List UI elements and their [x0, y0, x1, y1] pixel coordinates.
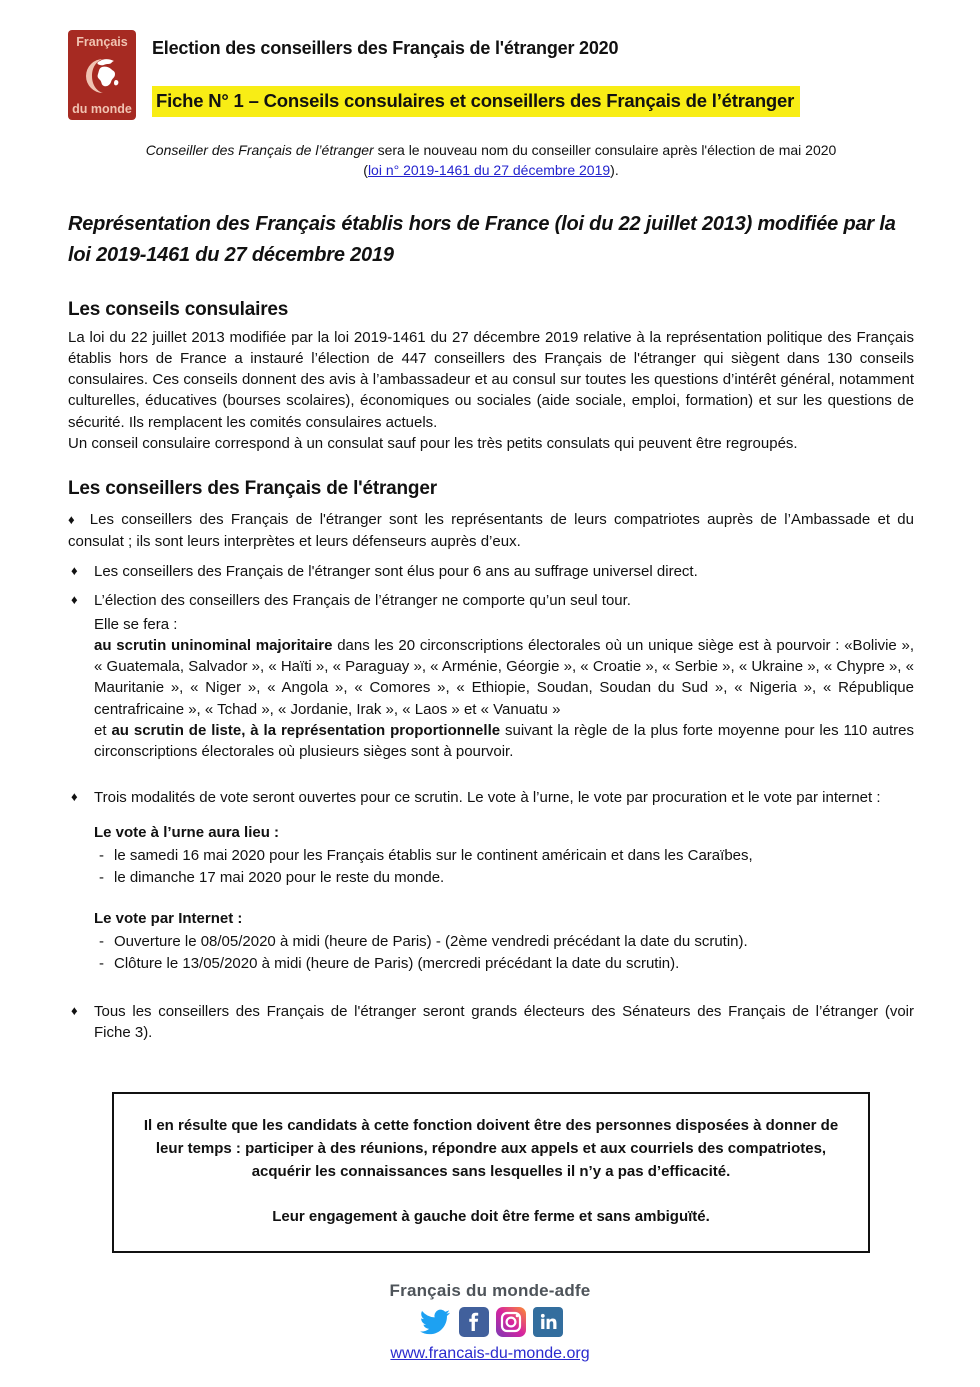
footer: [0, 1281, 980, 1363]
note-box-paragraph-1: Il en résulte que les candidats à cette fonction doivent être des personnes disposées à donner de leur temps : participer à des réunions, répondre aux appels et aux courriels des compatriotes, acquérir les connaissances sans lesquelles il n’y a pas d’efficacité.: [143, 1116, 839, 1181]
twitter-icon[interactable]: [418, 1307, 452, 1337]
internet-subheading: Le vote par Internet :: [94, 910, 243, 928]
elle-se-fera: Elle se fera :: [94, 615, 178, 633]
bullet-grands-electeurs: ♦ Tous les conseillers des Français de l'étranger seront grands électeurs des Sénateurs des Français de l’étranger (voir Fiche 3).: [71, 1002, 914, 1042]
social-links: [0, 1306, 980, 1338]
scrutin-liste-paragraph: et au scrutin de liste, à la représentation proportionnelle suivant la règle de la plus forte moyenne pour les 110 autres circonscriptions électorales où plusieurs sièges sont à pourvoir.: [94, 722, 914, 761]
footer-org-name: Français du monde-adfe: [389, 1281, 591, 1300]
diamond-bullet-icon: ♦: [71, 788, 78, 804]
fiche-highlighted-title: Fiche N° 1 – Conseils consulaires et conseillers des Français de l’étranger: [152, 86, 800, 117]
paren-close: ).: [610, 162, 619, 179]
subtitle-italic: Conseiller des Français de l’étranger: [145, 142, 374, 158]
scrutin-majoritaire-paragraph: au scrutin uninominal majoritaire dans les 20 circonscriptions électorales où un unique siège est à pourvoir : «Bolivie », « Guatemala, Salvador », « Haïti », « Paraguay », « Arménie, Géorgie », « Croatie », « Serbie », « Ukraine », « Chypre », « Mauritanie », « Niger », « Angola », « Comores », « Ethiopie, Soudan, Soudan du Sud », « Nigeria », « République centrafricaine », « Tchad », « Jordanie, Irak », « Laos » et « Vanuatu »: [94, 636, 915, 718]
conseils-paragraph-1: La loi du 22 juillet 2013 modifiée par la loi 2019-1461 du 27 décembre 2019 relative à la représentation politique des Français établis hors de France a instauré l’élection de 447 conseillers des Français de l'étranger qui siègent dans 130 conseils consulaires. Ces conseils donnent des avis à l’ambassadeur et au consul sur toutes les questions d’intérêt général, notamment culturelles, éducatives (bourses scolaires), économiques ou sociales (aide sociale, emploi, formation) et sur les questions de sécurité. Ils remplacent les comités consulaires actuels.: [68, 328, 914, 431]
header: [68, 30, 914, 120]
francais-du-monde-logo: [68, 30, 136, 120]
internet-date-item: - Clôture le 13/05/2020 à midi (heure de Paris) (mercredi précédant la date du scrutin).: [94, 953, 914, 975]
instagram-icon[interactable]: [496, 1307, 526, 1337]
subtitle-rest: sera le nouveau nom du conseiller consulaire après l'élection de mai 2020: [373, 142, 837, 158]
bullet-elus-6-ans: ♦ Les conseillers des Français de l'étranger sont élus pour 6 ans au suffrage universel direct.: [71, 562, 698, 580]
document-title: Election des conseillers des Français de l'étranger 2020: [152, 38, 619, 58]
diamond-bullet-icon: ♦: [68, 512, 78, 528]
urne-date-item: - le dimanche 17 mai 2020 pour le reste du monde.: [94, 867, 914, 889]
dash-bullet: -: [99, 933, 104, 951]
dash-bullet: -: [99, 868, 104, 886]
law-link[interactable]: loi n° 2019-1461 du 27 décembre 2019: [367, 162, 611, 179]
diamond-bullet-icon: ♦: [71, 562, 78, 578]
section-heading-conseils: Les conseils consulaires: [68, 298, 289, 320]
linkedin-icon[interactable]: [533, 1307, 563, 1337]
note-box-paragraph-2: Leur engagement à gauche doit être ferme et sans ambiguïté.: [272, 1208, 710, 1226]
scrutin-majoritaire-bold: au scrutin uninominal majoritaire: [94, 636, 333, 654]
subtitle: [68, 140, 914, 181]
urne-date-item: - le samedi 16 mai 2020 pour les Français établis sur le continent américain et dans les Caraïbes,: [94, 845, 914, 867]
scrutin-liste-bold: au scrutin de liste, à la représentation proportionnelle: [111, 722, 501, 740]
bullet-trois-modalites: ♦ Trois modalités de vote seront ouvertes pour ce scrutin. Le vote à l’urne, le vote par procuration et le vote par internet :: [71, 788, 881, 806]
logo-text-top: Français: [76, 35, 128, 49]
globe-icon: [70, 53, 134, 99]
conseils-paragraph-2: Un conseil consulaire correspond à un consulat sauf pour les très petits consulats qui peuvent être regroupés.: [68, 435, 798, 453]
internet-date-item: - Ouverture le 08/05/2020 à midi (heure de Paris) - (2ème vendredi précédant la date du scrutin).: [94, 931, 914, 953]
logo-text-bottom: du monde: [72, 102, 132, 116]
section-heading-conseillers: Les conseillers des Français de l'étranger: [68, 478, 437, 500]
facebook-icon[interactable]: [459, 1307, 489, 1337]
dash-bullet: -: [99, 955, 104, 973]
main-heading: Représentation des Français établis hors de France (loi du 22 juillet 2013) modifiée par la loi 2019-1461 du 27 décembre 2019: [68, 212, 896, 266]
bullet-un-seul-tour: ♦ L’élection des conseillers des Français de l’étranger ne comporte qu’un seul tour.: [71, 592, 631, 610]
bullet-representants: ♦ Les conseillers des Français de l'étranger sont les représentants de leurs compatriotes auprès de l’Ambassade et du consulat ; ils sont leurs interprètes et leurs défenseurs auprès d’eux.: [68, 511, 914, 550]
dash-bullet: -: [99, 846, 104, 864]
paren-open: (: [363, 162, 368, 179]
website-link[interactable]: www.francais-du-monde.org: [390, 1345, 590, 1362]
diamond-bullet-icon: ♦: [71, 592, 78, 608]
candidates-note-box: [112, 1092, 870, 1253]
diamond-bullet-icon: ♦: [71, 1002, 78, 1018]
urne-subheading: Le vote à l’urne aura lieu :: [94, 823, 280, 841]
